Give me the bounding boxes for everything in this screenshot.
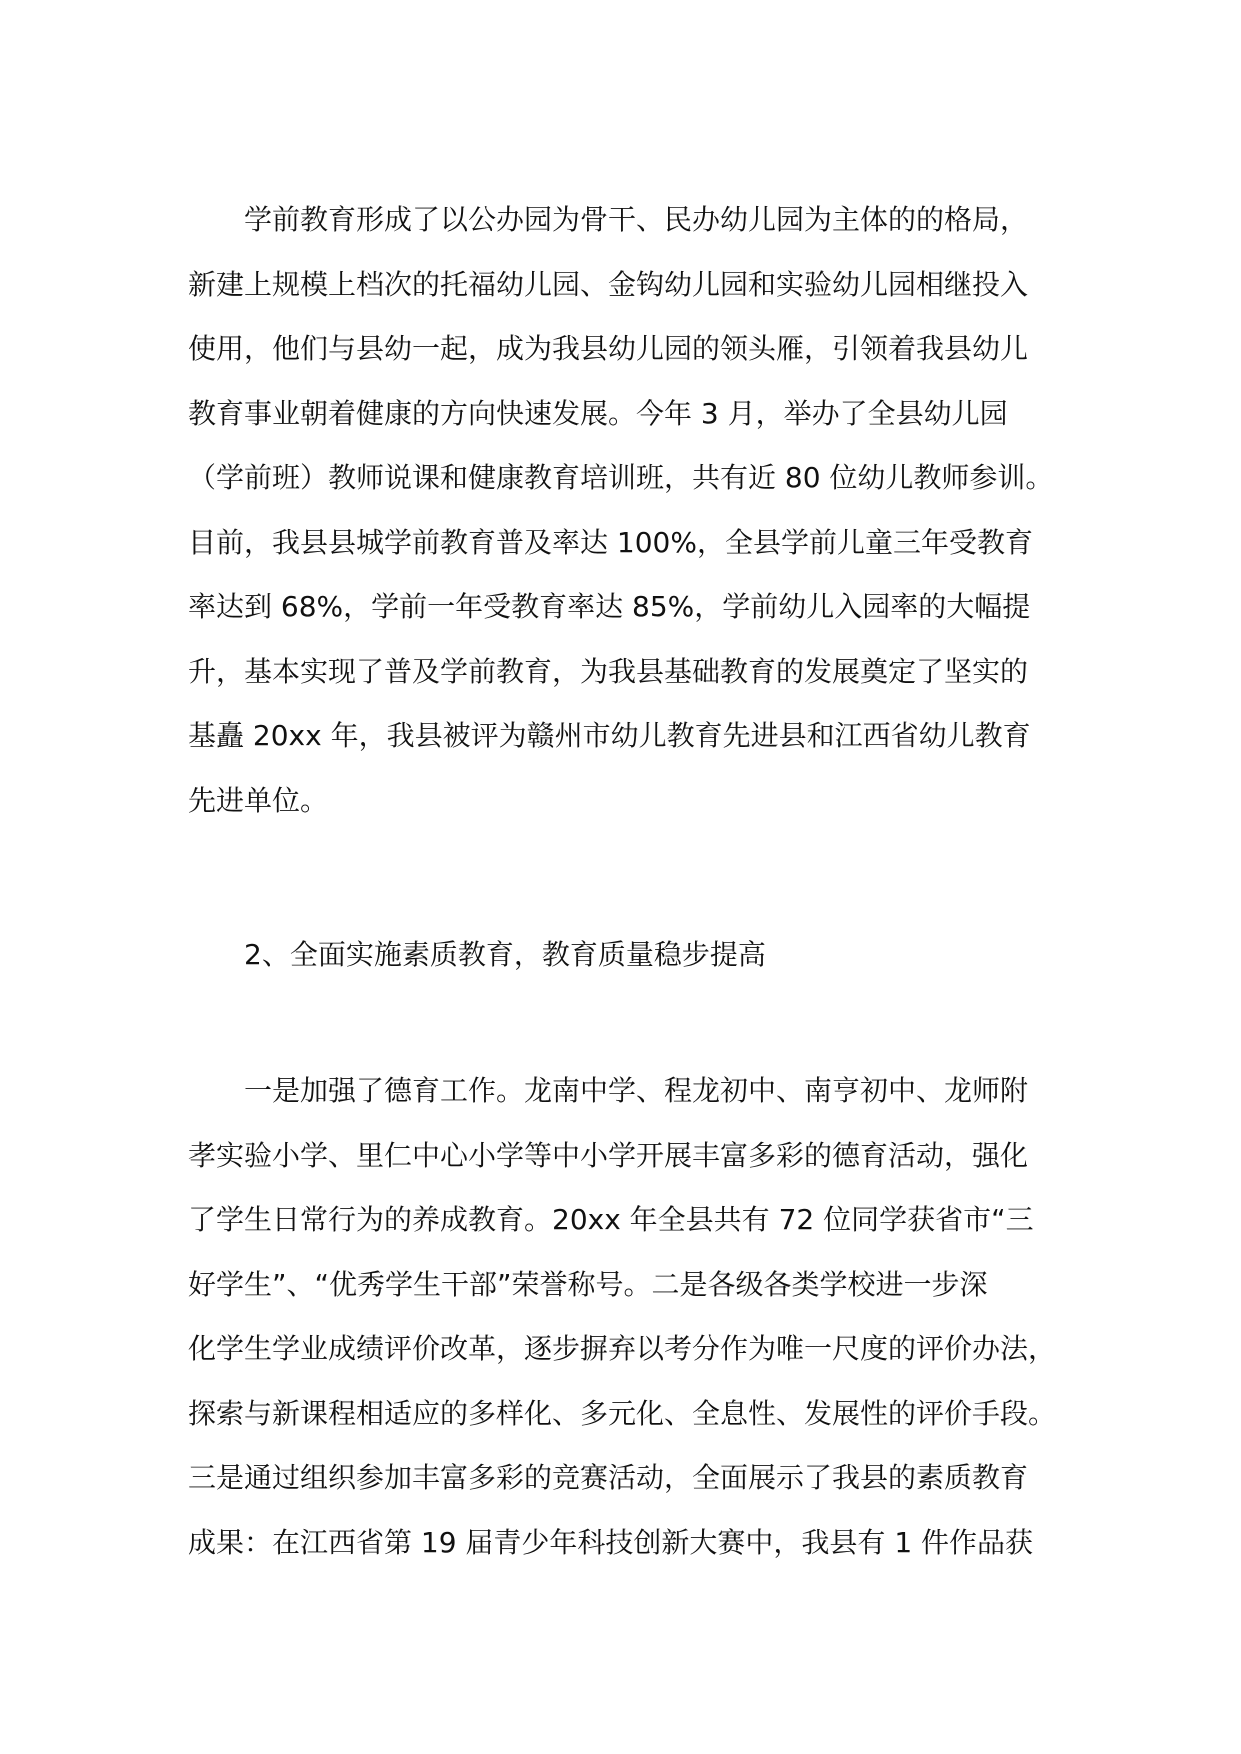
text-line: 成果：在江西省第 19 届青少年科技创新大赛中，我县有 1 件作品获 [188, 1525, 1034, 1559]
text-line: 新建上规模上档次的托福幼儿园、金钩幼儿园和实验幼儿园相继投入 [188, 267, 1029, 301]
paragraph-moral-education [188, 1059, 1068, 1575]
text-line: 先进单位。 [188, 783, 329, 817]
text-line: 化学生学业成绩评价改革，逐步摒弃以考分作为唯一尺度的评价办法， [188, 1332, 1057, 1365]
text-line: 目前，我县县城学前教育普及率达 100%，全县学前儿童三年受教育 [188, 525, 1033, 559]
text-line: 一是加强了德育工作。龙南中学、程龙初中、南亨初中、龙师附 [244, 1074, 1029, 1107]
text-line: 三是通过组织参加丰富多彩的竞赛活动，全面展示了我县的素质教育 [188, 1461, 1029, 1494]
text-line: 使用，他们与县幼一起，成为我县幼儿园的领头雁，引领着我县幼儿 [188, 332, 1029, 365]
paragraph-preschool-education [188, 188, 1068, 833]
text-line: 了学生日常行为的养成教育。20xx 年全县共有 72 位同学获省市“三 [188, 1203, 1034, 1236]
text-line: 率达到 68%，学前一年受教育率达 85%，学前幼儿入园率的大幅提 [188, 590, 1031, 623]
text-line: （学前班）教师说课和健康教育培训班，共有近 80 位幼儿教师参训。 [188, 461, 1054, 494]
text-line: 探索与新课程相适应的多样化、多元化、全息性、发展性的评价手段。 [188, 1396, 1057, 1430]
text-line: 教育事业朝着健康的方向快速发展。今年 3 月，举办了全县幼儿园 [188, 396, 1008, 430]
text-line: 基矗 20xx 年，我县被评为赣州市幼儿教育先进县和江西省幼儿教育 [188, 719, 1031, 752]
text-line: 孝实验小学、里仁中心小学等中小学开展丰富多彩的德育活动，强化 [188, 1138, 1029, 1172]
text-line: 升，基本实现了普及学前教育，为我县基础教育的发展奠定了坚实的 [188, 654, 1029, 688]
section-heading-text: 2、全面实施素质教育，教育质量稳步提高 [244, 938, 766, 971]
section-heading [188, 923, 1068, 988]
text-line: 好学生”、“优秀学生干部”荣誉称号。二是各级各类学校进一步深 [188, 1267, 988, 1301]
text-line: 学前教育形成了以公办园为骨干、民办幼儿园为主体的的格局， [244, 203, 1029, 236]
